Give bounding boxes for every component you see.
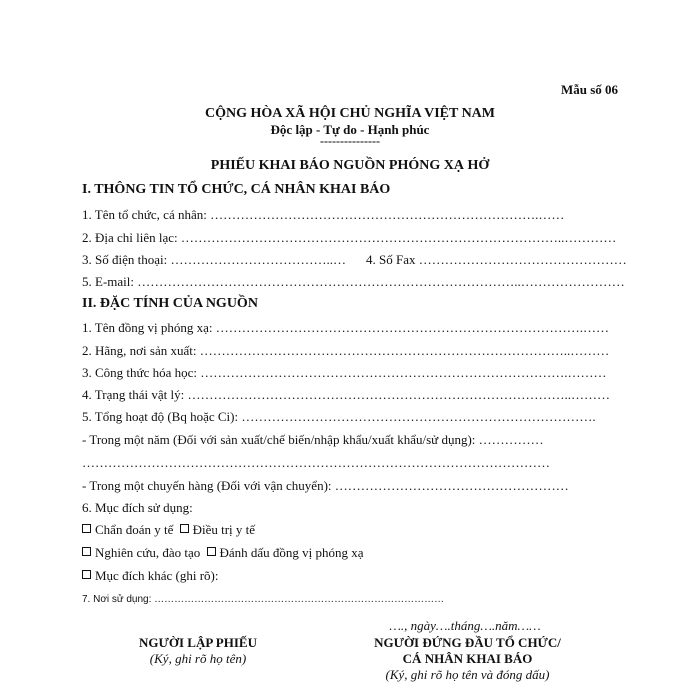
national-motto: Độc lập - Tự do - Hạnh phúc <box>270 122 430 137</box>
tracer-checkbox[interactable] <box>207 547 216 556</box>
physical-state-field: 4. Trạng thái vật lý: ……………………………………………………………………………..……… <box>82 387 610 402</box>
diagnosis-checkbox[interactable] <box>82 524 91 533</box>
purpose-row-1 <box>82 522 255 538</box>
isotope-field: 1. Tên đồng vị phóng xạ: ………………………………………………………………………….…… <box>82 320 609 335</box>
preparer-title: NGƯỜI LẬP PHIẾU <box>139 635 257 650</box>
research-checkbox[interactable] <box>82 547 91 556</box>
treatment-label: Điều trị y tế <box>192 522 256 537</box>
per-year-continuation: ……………………………………………………………………………………………… <box>82 455 550 470</box>
header-separator: --------------- <box>320 134 380 148</box>
email-field: 5. E-mail: ……………………………………………………………………………..…………………… <box>82 274 625 289</box>
fax-field: 4. Số Fax ………………………………………… <box>366 252 627 267</box>
tracer-label: Đánh dấu đồng vị phóng xạ <box>219 545 364 560</box>
country-name: CỘNG HÒA XÃ HỘI CHỦ NGHĨA VIỆT NAM <box>204 106 495 121</box>
place-of-use-field: 7. Nơi sử dụng: …………………………………………………………………………… <box>82 594 445 605</box>
head-note: (Ký, ghi rõ họ tên và đóng dấu) <box>385 667 550 682</box>
purpose-row-3 <box>82 568 218 584</box>
formula-field: 3. Công thức hóa học: ………………………………………………………………………….……… <box>82 365 607 380</box>
section-2-heading: II. ĐẶC TÍNH CỦA NGUỒN <box>82 296 258 311</box>
other-purpose-label: Mục đích khác (ghi rõ): <box>95 568 219 583</box>
org-name-field: 1. Tên tổ chức, cá nhân: ………………………………………………………………….…… <box>82 207 565 222</box>
head-signature-block <box>345 635 590 683</box>
head-title-line-2: CÁ NHÂN KHAI BÁO <box>402 651 533 666</box>
preparer-note: (Ký, ghi rõ họ tên) <box>149 651 247 666</box>
phone-field: 3. Số điện thoại: ………………………………..… <box>82 252 346 267</box>
diagnosis-label: Chẩn đoán y tế <box>95 522 174 537</box>
manufacturer-field: 2. Hãng, nơi sản xuất: …………………………………………………………………………..……… <box>82 343 610 358</box>
preparer-signature-block <box>118 635 278 667</box>
form-number: Mẫu số 06 <box>560 82 618 97</box>
other-purpose-checkbox[interactable] <box>82 570 91 579</box>
purpose-row-2 <box>82 545 364 561</box>
document-title: PHIẾU KHAI BÁO NGUỒN PHÓNG XẠ HỞ <box>210 158 490 173</box>
address-field: 2. Địa chỉ liên lạc: ……………………………………………………………………………..………… <box>82 230 617 245</box>
research-label: Nghiên cứu, đào tạo <box>95 545 201 560</box>
per-year-field: - Trong một năm (Đối với sản xuất/chế biến/nhập khẩu/xuất khẩu/sử dụng): …………… <box>82 432 544 447</box>
purpose-label: 6. Mục đích sử dụng: <box>82 500 193 515</box>
date-line: …., ngày….tháng….năm…… <box>389 618 541 633</box>
head-title-line-1: NGƯỜI ĐỨNG ĐẦU TỔ CHỨC/ <box>374 635 561 650</box>
treatment-checkbox[interactable] <box>180 524 189 533</box>
section-1-heading: I. THÔNG TIN TỔ CHỨC, CÁ NHÂN KHAI BÁO <box>82 182 391 197</box>
per-shipment-field: - Trong một chuyến hàng (Đối với vận chuyển): ……………………………………………… <box>82 478 569 493</box>
total-activity-field: 5. Tổng hoạt độ (Bq hoặc Ci): ………………………………………………………………………. <box>82 409 596 424</box>
